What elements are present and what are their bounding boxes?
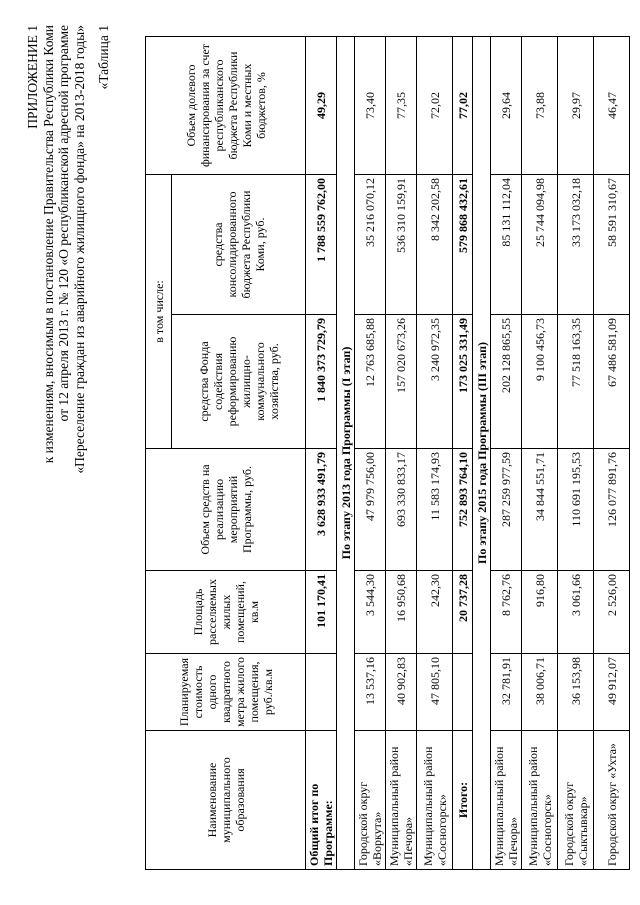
fund-cell: 202 128 865,55 [491,315,522,449]
stage1-total-label: Итого: [453,731,473,870]
cost-cell: 38 006,71 [522,654,558,731]
col-header-volume: Объем средств на реализацию мероприятий Программы, руб. [146,449,306,571]
col-header-consolidated: средства консолидированного бюджета Республики Коми, руб. [172,175,306,315]
consolidated-cell: 35 216 070,12 [355,175,386,315]
cost-cell: 47 805,10 [417,654,453,731]
table-row [594,37,630,870]
share-cell: 73,88 [522,37,558,175]
volume-cell: 126 077 891,76 [594,449,630,571]
cost-cell: 13 537,16 [355,654,386,731]
grand-total-cost [306,654,337,731]
share-cell: 46,47 [594,37,630,175]
col-header-fund: средства Фонда содействия реформированию жилищно-коммунального хозяйства, руб. [172,315,306,449]
col-header-area: Площадь расселяемых жилых помещений, кв.м [146,571,306,654]
table-row [558,37,594,870]
grand-total-volume: 3 628 933 491,79 [306,449,337,571]
grand-total-fund: 1 840 373 729,79 [306,315,337,449]
volume-cell: 47 979 756,00 [355,449,386,571]
stage1-total-consolidated: 579 868 432,61 [453,175,473,315]
volume-cell: 110 691 195,53 [558,449,594,571]
stage1-total-share: 77,02 [453,37,473,175]
fund-cell: 9 100 456,73 [522,315,558,449]
stage1-total-volume: 752 893 764,10 [453,449,473,571]
fund-cell: 3 240 972,35 [417,315,453,449]
table-row [522,37,558,870]
consolidated-cell: 33 173 032,18 [558,175,594,315]
share-cell: 77,35 [386,37,417,175]
volume-cell: 11 583 174,93 [417,449,453,571]
share-cell: 72,02 [417,37,453,175]
area-cell: 242,30 [417,571,453,654]
consolidated-cell: 8 342 202,58 [417,175,453,315]
grand-total-label: Общий итог по Программе: [306,731,337,870]
area-cell: 3 544,30 [355,571,386,654]
volume-cell: 287 259 977,59 [491,449,522,571]
grand-total-row [306,37,337,870]
financing-table [145,36,630,870]
table-row [417,37,453,870]
consolidated-cell: 85 131 112,04 [491,175,522,315]
heading-line-3: «Переселение граждан из аварийного жилищного фонда» на 2013-2018 годы» [71,25,87,474]
document-heading [25,25,87,870]
fund-cell: 12 763 685,88 [355,315,386,449]
area-cell: 916,80 [522,571,558,654]
municipality-name: Муниципальный район «Печора» [386,731,417,870]
rotated-document-page [5,3,635,898]
stage1-section-row [337,37,355,870]
stage3-title: По этапу 2015 года Программы (III этап) [473,37,491,870]
consolidated-cell: 58 591 310,67 [594,175,630,315]
col-header-name: Наименование муниципального образования [146,731,306,870]
stage1-title: По этапу 2013 года Программы (I этап) [337,37,355,870]
cost-cell: 40 902,83 [386,654,417,731]
municipality-name: Городской округ «Ухта» [594,731,630,870]
col-header-cost: Планируемая стоимость одного квадратного метра жилого помещения, руб./кв.м [146,654,306,731]
col-header-share: Объем долевого финансирования за счет республиканского бюджета Республики Коми и местных бюджетов, % [146,37,306,175]
grand-total-consolidated: 1 788 559 762,00 [306,175,337,315]
appendix-title: ПРИЛОЖЕНИЕ 1 [25,25,40,129]
cost-cell: 32 781,91 [491,654,522,731]
grand-total-area: 101 170,41 [306,571,337,654]
volume-cell: 693 330 833,17 [386,449,417,571]
cost-cell: 36 153,98 [558,654,594,731]
grand-total-share: 49,29 [306,37,337,175]
stage1-total-row [453,37,473,870]
fund-cell: 77 518 163,35 [558,315,594,449]
stage3-section-row [473,37,491,870]
municipality-name: Муниципальный район «Сосногорск» [417,731,453,870]
cost-cell: 49 912,07 [594,654,630,731]
municipality-name: Муниципальный район «Печора» [491,731,522,870]
area-cell: 16 950,68 [386,571,417,654]
stage1-total-fund: 173 025 331,49 [453,315,473,449]
table-row [355,37,386,870]
consolidated-cell: 25 744 094,98 [522,175,558,315]
consolidated-cell: 536 310 159,91 [386,175,417,315]
volume-cell: 34 844 551,71 [522,449,558,571]
col-header-including: в том числе: [146,175,172,449]
municipality-name: Муниципальный район «Сосногорск» [522,731,558,870]
table-row [491,37,522,870]
header-row-1 [146,37,172,870]
share-cell: 73,40 [355,37,386,175]
municipality-name: Городской округ «Сыктывкар» [558,731,594,870]
table-label: «Таблица 1 [96,25,111,90]
heading-line-2: от 12 апреля 2013 г. № 120 «О республиканской адресной программе [56,25,71,422]
heading-line-1: к изменениям, вносимым в постановление Правительства Республики Коми [40,25,56,464]
stage1-total-cost [453,654,473,731]
table-row [386,37,417,870]
share-cell: 29,97 [558,37,594,175]
area-cell: 3 061,66 [558,571,594,654]
area-cell: 2 526,00 [594,571,630,654]
municipality-name: Городской округ «Воркута» [355,731,386,870]
share-cell: 29,64 [491,37,522,175]
stage1-total-area: 20 737,28 [453,571,473,654]
fund-cell: 157 020 673,26 [386,315,417,449]
area-cell: 8 762,76 [491,571,522,654]
fund-cell: 67 486 581,09 [594,315,630,449]
